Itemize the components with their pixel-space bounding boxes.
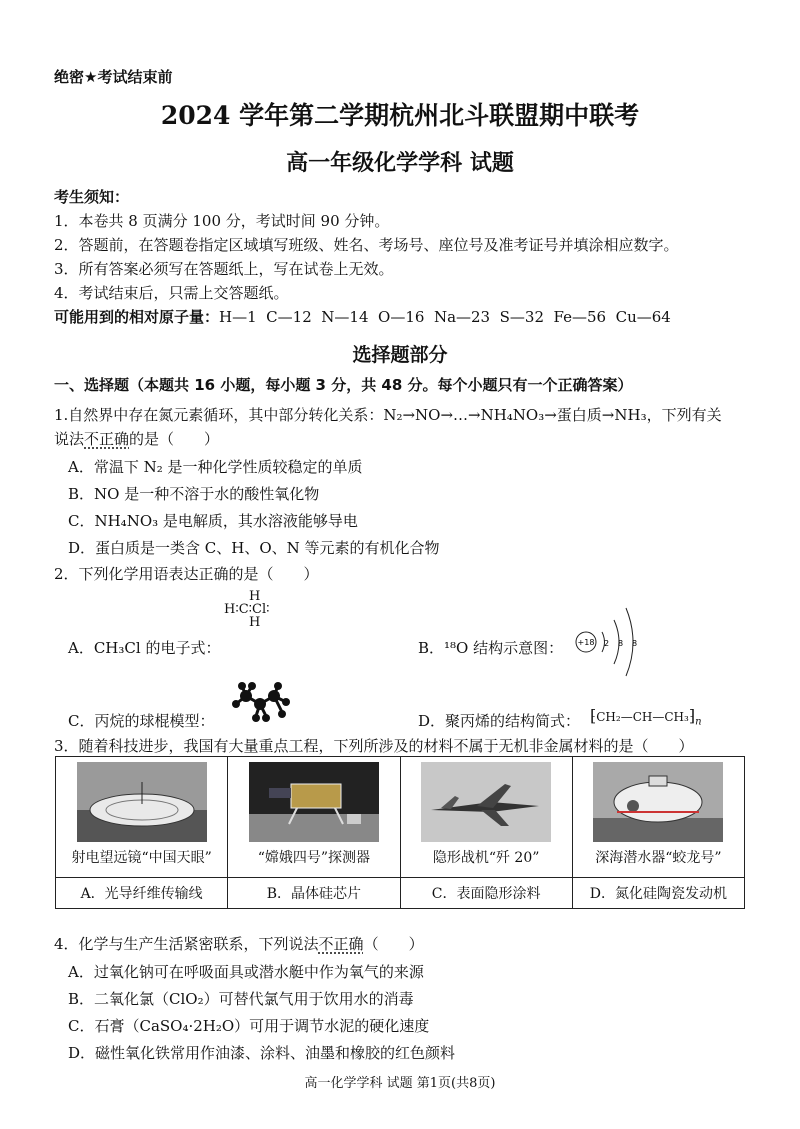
- q4-stem-post: （ ）: [363, 935, 424, 953]
- hydrogen-atom: [278, 710, 286, 718]
- q1-stem-line1: 1.自然界中存在氮元素循环，其中部分转化关系：N₂→NO→…→NH₄NO₃→蛋白质→NH₃，下列有关: [54, 406, 722, 424]
- lewis-middle: H∶C∶Cl∶: [224, 602, 270, 617]
- carbon-atom: [254, 698, 266, 710]
- q1-option-d: D．蛋白质是一类含 C、H、O、N 等元素的有机化合物: [68, 539, 440, 557]
- shell-electrons: 2: [604, 639, 610, 648]
- q3-choice-a: A．光导纤维传输线: [56, 878, 228, 909]
- q1-option-a: A．常温下 N₂ 是一种化学性质较稳定的单质: [68, 458, 363, 476]
- polymer-n: n: [695, 716, 702, 728]
- hydrogen-atom: [252, 714, 260, 722]
- exam-title: 2024 学年第二学期杭州北斗联盟期中联考: [160, 101, 640, 130]
- q3-choice-d: D．氮化硅陶瓷发动机: [572, 878, 744, 909]
- q4-stem-emph: 不正确: [318, 935, 364, 953]
- hydrogen-atom: [262, 714, 270, 722]
- table-cell: [228, 757, 400, 878]
- hydrogen-atom: [274, 682, 282, 690]
- submersible-image: [593, 762, 723, 842]
- part-heading: 一、选择题（本题共 16 小题，每小题 3 分，共 48 分。每个小题只有一个正确答案）: [54, 376, 633, 394]
- q1-stem-post: 的是（ ）: [129, 430, 220, 448]
- q1-stem-line2: [54, 428, 219, 449]
- q1-stem-emph: 不正确: [84, 430, 130, 448]
- carbon-atom: [240, 690, 252, 702]
- q4-option-c: C．石膏（CaSO₄·2H₂O）可用于调节水泥的硬化速度: [68, 1017, 430, 1035]
- q2-stem: 2．下列化学用语表达正确的是（ ）: [54, 565, 319, 583]
- exam-subtitle: 高一年级化学学科 试题: [286, 150, 514, 176]
- image-caption: “嫦娥四号”探测器: [257, 850, 371, 866]
- notice-item: 2．答题前，在答题卷指定区域填写班级、姓名、考场号、座位号及准考证号并填涂相应数字。: [54, 236, 679, 254]
- table-cell: [572, 757, 744, 878]
- q4-option-a: A．过氧化钠可在呼吸面具或潜水艇中作为氧气的来源: [68, 963, 424, 981]
- ch3cl-lewis-structure: [224, 589, 270, 630]
- q2-option-a: A．CH₃Cl 的电子式：: [68, 639, 221, 657]
- image-caption: 隐形战机“歼 20”: [432, 850, 540, 866]
- q4-option-b: B．二氧化氯（ClO₂）可替代氯气用于饮用水的消毒: [68, 990, 414, 1008]
- materials-table: [55, 756, 745, 909]
- q2-option-c: C．丙烷的球棍模型：: [68, 712, 215, 730]
- notice-item: 4．考试结束后，只需上交答题纸。: [54, 284, 289, 302]
- image-caption: 射电望远镜“中国天眼”: [71, 850, 212, 866]
- hydrogen-atom: [238, 682, 246, 690]
- q3-choice-c: C．表面隐形涂料: [400, 878, 572, 909]
- confidential-mark: 绝密★考试结束前: [54, 68, 173, 86]
- page-footer: 高一化学学科 试题 第1页(共8页): [304, 1076, 496, 1091]
- propane-ball-stick-model: [222, 682, 294, 724]
- notice-item: 1．本卷共 8 页满分 100 分，考试时间 90 分钟。: [54, 212, 390, 230]
- hydrogen-atom: [248, 682, 256, 690]
- polypropylene-formula: $⁅CH_2—CH—CH_3⁆_n$: [590, 706, 702, 728]
- lunar-probe-image: [249, 762, 379, 842]
- q4-stem-pre: 4．化学与生产生活紧密联系，下列说法: [54, 935, 319, 953]
- q1-option-b: B．NO 是一种不溶于水的酸性氧化物: [68, 485, 320, 503]
- atom-structure-diagram: [572, 602, 642, 680]
- q4-stem: [54, 933, 424, 954]
- radio-telescope-image: [77, 762, 207, 842]
- q3-stem: 3．随着科技进步，我国有大量重点工程，下列所涉及的材料不属于无机非金属材料的是（ ）: [54, 737, 694, 755]
- shell-electrons: 8: [632, 639, 638, 648]
- shell-electrons: 8: [618, 639, 624, 648]
- carbon-atom: [268, 690, 280, 702]
- image-caption: 深海潜水器“蛟龙号”: [595, 850, 722, 866]
- q1-option-c: C．NH₄NO₃ 是电解质，其水溶液能够导电: [68, 512, 358, 530]
- lewis-h-top: H: [249, 589, 261, 604]
- polymer-unit: CH₂—CH—CH₃: [596, 710, 689, 724]
- table-cell: [56, 757, 228, 878]
- atomic-mass-line: [54, 306, 671, 327]
- q4-option-d: D．磁性氧化铁常用作油漆、涂料、油墨和橡胶的红色颜料: [68, 1044, 456, 1062]
- q3-choice-b: B．晶体硅芯片: [228, 878, 400, 909]
- q2-option-d: D．聚丙烯的结构简式：: [418, 712, 581, 730]
- q2-option-b: B．¹⁸O 结构示意图：: [418, 639, 564, 657]
- lewis-h-bottom: H: [249, 615, 261, 630]
- notice-heading: 考生须知：: [54, 188, 130, 206]
- q1-stem-pre: 说法: [54, 430, 85, 448]
- stealth-fighter-image: [421, 762, 551, 842]
- atomic-mass-values: H—1 C—12 N—14 O—16 Na—23 S—32 Fe—56 Cu—64: [219, 308, 671, 326]
- notice-item: 3．所有答案必须写在答题纸上，写在试卷上无效。: [54, 260, 394, 278]
- nucleus-charge: +18: [577, 638, 595, 647]
- section-title: 选择题部分: [352, 344, 448, 366]
- hydrogen-atom: [282, 698, 290, 706]
- hydrogen-atom: [232, 700, 240, 708]
- atomic-mass-label: 可能用到的相对原子量：: [54, 308, 220, 326]
- table-cell: [400, 757, 572, 878]
